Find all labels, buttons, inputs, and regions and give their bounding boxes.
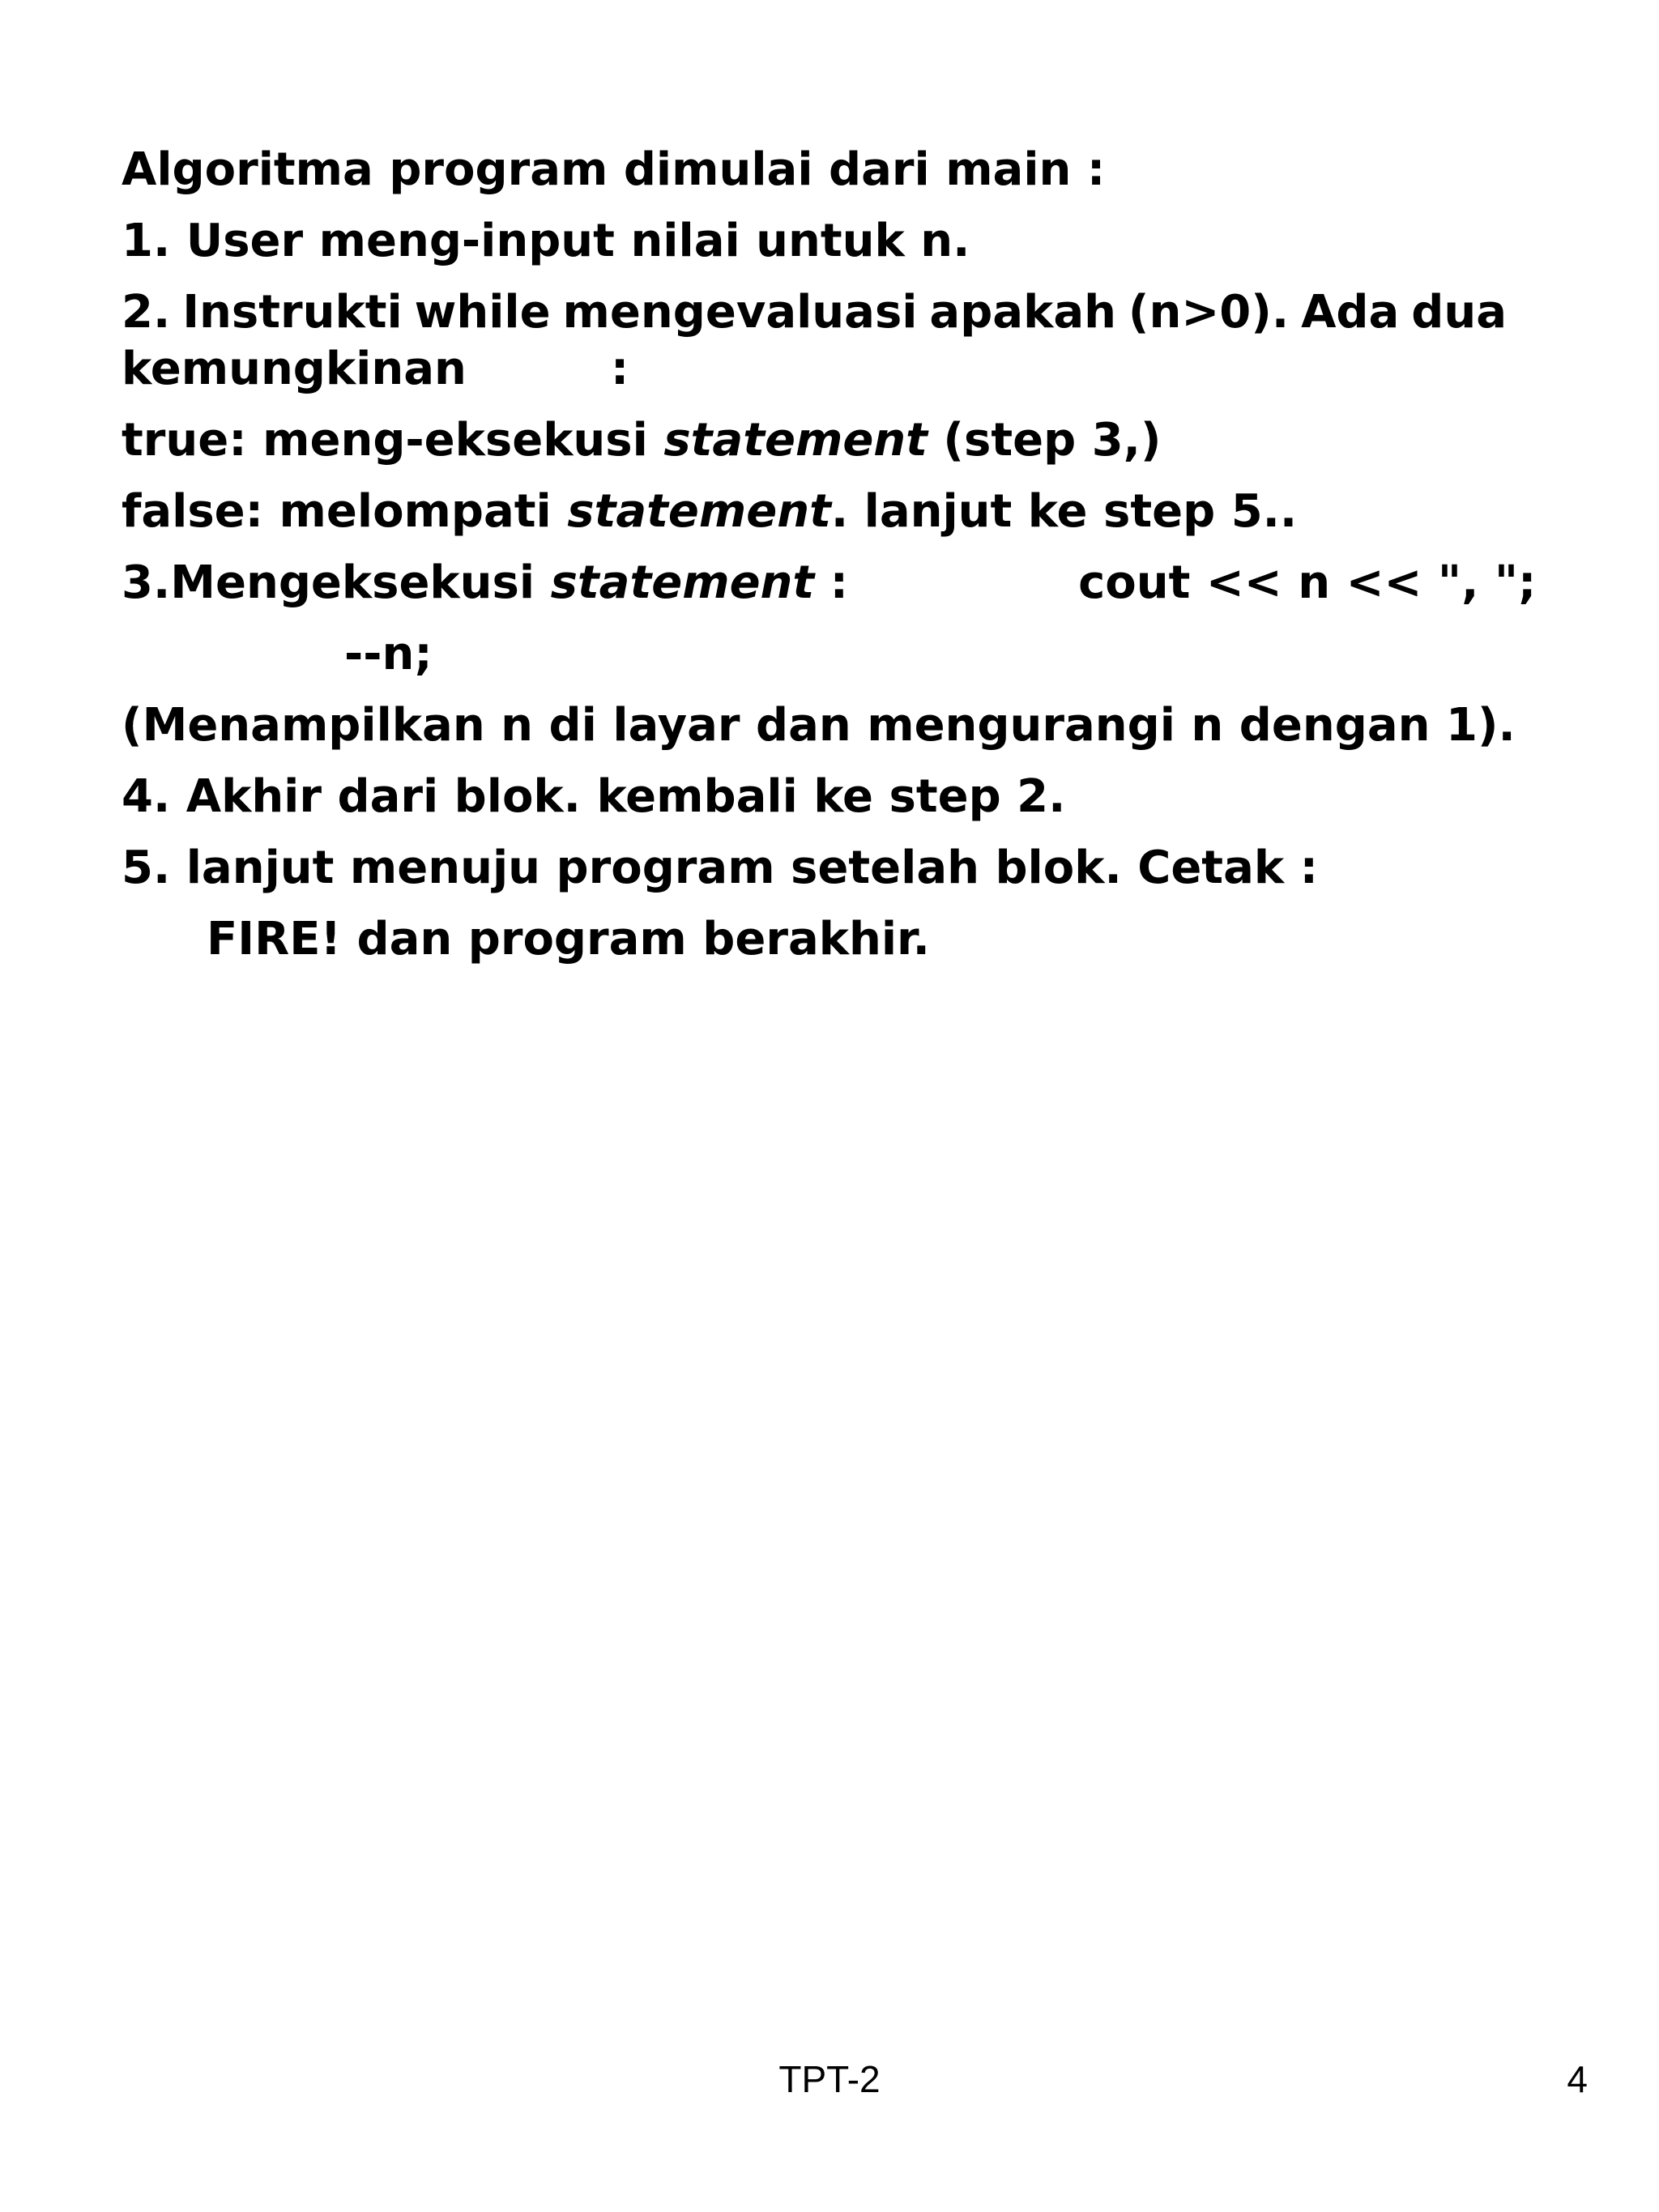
false-branch-line [122, 484, 1507, 540]
step-2-word: 2. [122, 286, 171, 339]
step-2-word: dua [1411, 286, 1507, 339]
step-5-line: 5. lanjut menuju program setelah blok. Cetak : [122, 842, 1318, 894]
step-2-word: Ada [1301, 286, 1400, 339]
true-branch-line [122, 412, 1507, 469]
false-statement-term: statement [567, 485, 831, 538]
intro-line: Algoritma program dimulai dari main : [122, 143, 1106, 196]
step-2-continuation [122, 341, 1507, 398]
true-suffix: (step 3,) [927, 414, 1162, 467]
step-2-word: mengevaluasi [562, 286, 918, 339]
step-2-cont-word: kemungkinan [122, 343, 467, 395]
step-2-word: apakah [929, 286, 1116, 339]
footer-label: TPT-2 [778, 2058, 881, 2100]
page-number: 4 [1567, 2058, 1588, 2100]
step-4-line: 4. Akhir dari blok. kembali ke step 2. [122, 770, 1066, 823]
false-suffix: . lanjut ke step 5.. [830, 485, 1298, 538]
step-2-word: while [414, 286, 551, 339]
step-3-code-line-2: --n; [344, 628, 433, 680]
false-prefix: false: melompati [122, 485, 568, 538]
step-3-statement-term: statement [550, 556, 815, 609]
true-prefix: true: meng-eksekusi [122, 414, 664, 467]
step-2-block [122, 284, 1507, 398]
step-2-word: (n>0). [1128, 286, 1290, 339]
document-body [122, 142, 1537, 982]
true-statement-term: statement [663, 414, 928, 467]
step-3-line [122, 555, 1537, 612]
step-3-note: (Menampilkan n di layar dan mengurangi n dengan 1). [122, 699, 1516, 752]
step-3-colon: : [814, 556, 849, 609]
step-3-code: cout << n << ", "; [1078, 556, 1537, 609]
step-2-cont-colon: : [610, 343, 629, 395]
step-2-word: Instrukti [182, 286, 403, 339]
step-2-line [122, 284, 1507, 341]
step-1-line: 1. User meng-input nilai untuk n. [122, 215, 970, 267]
step-5-continuation: FIRE! dan program berakhir. [207, 913, 930, 965]
step-3-prefix: 3.Mengeksekusi [122, 556, 551, 609]
